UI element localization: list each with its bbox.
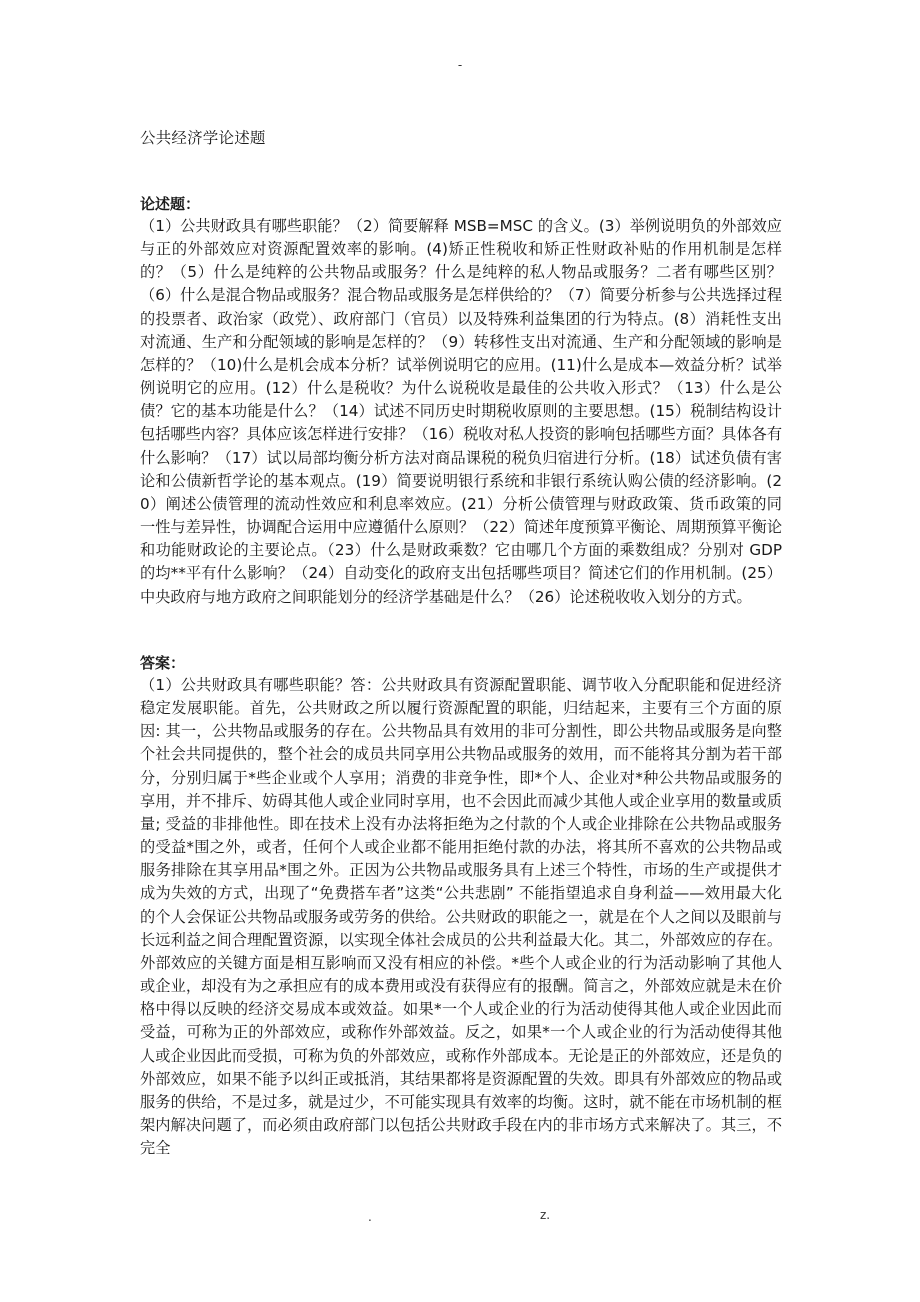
questions-paragraph: （1）公共财政具有哪些职能？（2）简要解释 MSB=MSC 的含义。(3）举例说明负的外部效应与正的外部效应对资源配置效率的影响。(4)矫正性税收和矫正性财政补贴的作用机制是怎样的？（5）什么是纯粹的公共物品或服务？什么是纯粹的私人物品或服务？二者有哪些区别？（6）什么是混合物品或服务？混合物品或服务是怎样供给的？（7）简要分析参与公共选择过程的投票者、政治家（政党）、政府部门（官员）以及特殊利益集团的行为特点。(8）消耗性支出对流通、生产和分配领域的影响是怎样的？（9）转移性支出对流通、生产和分配领域的影响是怎样的？（10)什么是机会成本分析？试举例说明它的应用。(11)什么是成本—效益分析？试举例说明它的应用。(12）什么是税收？为什么说税收是最佳的公共收入形式？（13）什么是公债？它的基本功能是什么？（14）试述不同历史时期税收原则的主要思想。(15）税制结构设计包括哪些内容？具体应该怎样进行安排？（16）税收对私人投资的影响包括哪些方面？具体各有什么影响？（17）试以局部均衡分析方法对商品课税的税负归宿进行分析。(18）试述负债有害论和公债新哲学论的基本观点。(19）简要说明银行系统和非银行系统认购公债的经济影响。(20）阐述公债管理的流动性效应和利息率效应。(21）分析公债管理与财政政策、货币政策的同一性与差异性，协调配合运用中应遵循什么原则？（22）简述年度预算平衡论、周期预算平衡论和功能财政论的主要论点。（23）什么是财政乘数？它由哪几个方面的乘数组成？分别对 GDP 的均**平有什么影响？（24）自动变化的政府支出包括哪些项目？简述它们的作用机制。(25）中央政府与地方政府之间职能划分的经济学基础是什么？（26）论述税收收入划分的方式。	[140, 217, 783, 606]
page-title: 公共经济学论述题	[140, 129, 266, 147]
answers-heading: 答案：	[140, 654, 186, 672]
footer-dot: .	[368, 1210, 372, 1224]
questions-heading: 论述题：	[140, 195, 201, 213]
header-mark: -	[457, 58, 463, 72]
footer-page-marker: z.	[540, 1208, 551, 1222]
answers-paragraph: （1）公共财政具有哪些职能？答：公共财政具有资源配置职能、调节收入分配职能和促进经济稳定发展职能。首先，公共财政之所以履行资源配置的职能，归结起来，主要有三个方面的原因: 其一，公共物品或服务的存在。公共物品具有效用的非可分割性，即公共物品或服务是向整个社会共同提供的，整个社会的成员共同享用公共物品或服务的效用，而不能将其分割为若干部分，分别归属于*些企业或个人享用；消费的非竞争性，即*个人、企业对*种公共物品或服务的享用，并不排斥、妨碍其他人或企业同时享用，也不会因此而减少其他人或企业享用的数量或质量; 受益的非排他性。即在技术上没有办法将拒绝为之付款的个人或企业排除在公共物品或服务的受益*围之外，或者，任何个人或企业都不能用拒绝付款的办法，将其所不喜欢的公共物品或服务排除在其享用品*围之外。正因为公共物品或服务具有上述三个特性，市场的生产或提供才成为失效的方式，出现了“免费搭车者”这类“公共悲剧” 不能指望追求自身利益——效用最大化的个人会保证公共物品或服务或劳务的供给。公共财政的职能之一，就是在个人之间以及眼前与长远利益之间合理配置资源，以实现全体社会成员的公共利益最大化。其二，外部效应的存在。外部效应的关键方面是相互影响而又没有相应的补偿。*些个人或企业的行为活动影响了其他人或企业，却没有为之承担应有的成本费用或没有获得应有的报酬。简言之，外部效应就是未在价格中得以反映的经济交易成本或效益。如果*一个人或企业的行为活动使得其他人或企业因此而受益，可称为正的外部效应，或称作外部效益。反之，如果*一个人或企业的行为活动使得其他人或企业因此而受损，可称为负的外部效应，或称作外部成本。无论是正的外部效应，还是负的外部效应，如果不能予以纠正或抵消，其结果都将是资源配置的失效。即具有外部效应的物品或服务的供给，不是过多，就是过少，不可能实现具有效率的均衡。这时，就不能在市场机制的框架内解决问题了，而必须由政府部门以包括公共财政手段在内的非市场方式来解决了。其三，不完全	[140, 676, 783, 1158]
